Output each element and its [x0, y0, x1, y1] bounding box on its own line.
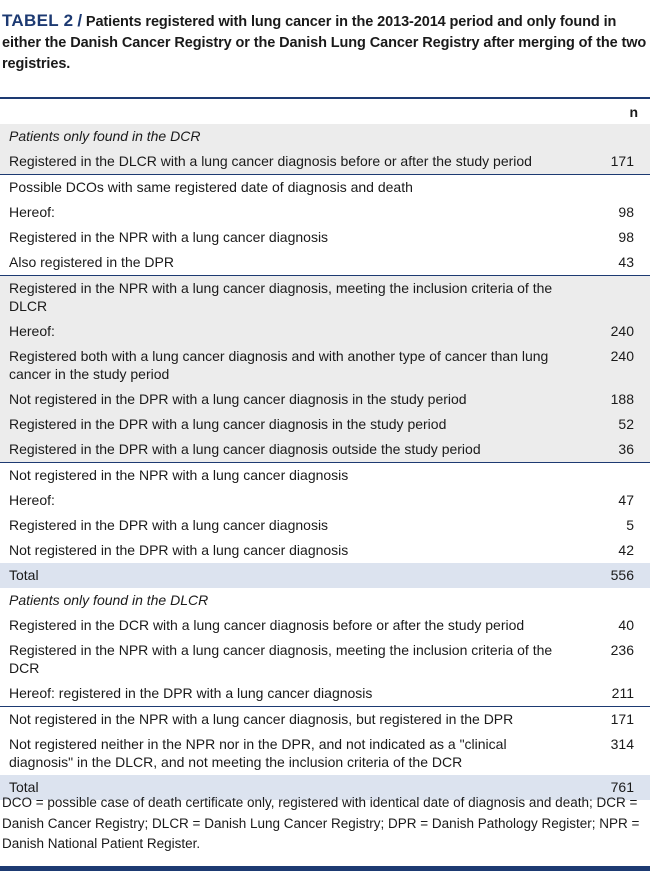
row-value: 42	[618, 542, 634, 558]
table-row	[0, 225, 650, 250]
row-value	[575, 463, 650, 489]
table-row	[0, 344, 650, 387]
table-row	[0, 732, 650, 775]
table-row	[0, 250, 650, 276]
table-body	[0, 124, 650, 800]
table-label: TABEL 2	[2, 11, 74, 30]
table-row	[0, 412, 650, 437]
total-row	[0, 563, 650, 588]
row-label: Patients only found in the DCR	[0, 124, 575, 149]
table-row	[0, 463, 650, 489]
table-row	[0, 638, 650, 681]
row-label: Not registered in the NPR with a lung cancer diagnosis, but registered in the DPR	[0, 707, 575, 733]
row-label: Registered in the NPR with a lung cancer diagnosis	[9, 229, 329, 245]
row-value: 98	[618, 204, 634, 220]
row-label: Registered in the DPR with a lung cancer diagnosis in the study period	[0, 412, 575, 437]
table-caption	[0, 0, 650, 75]
row-label: Total	[0, 563, 575, 588]
row-label: Registered in the DLCR with a lung cancer diagnosis before or after the study period	[0, 149, 575, 175]
row-value: 47	[618, 492, 634, 508]
row-label: Hereof:	[9, 492, 55, 508]
table-row	[0, 200, 650, 225]
row-label: Patients only found in the DLCR	[9, 592, 209, 608]
row-value	[575, 124, 650, 149]
table-row	[0, 513, 650, 538]
row-label: Not registered in the NPR with a lung cancer diagnosis	[0, 463, 575, 489]
row-value: 188	[575, 387, 650, 412]
row-label: Registered in the DCR with a lung cancer diagnosis before or after the study period	[9, 617, 525, 633]
row-value: 171	[575, 707, 650, 733]
row-value: 52	[575, 412, 650, 437]
column-header-n: n	[629, 104, 638, 120]
row-value	[575, 175, 650, 201]
row-value: 240	[575, 344, 650, 387]
table-footnote: DCO = possible case of death certificate only, registered with identical date of diagnosis and death; DCR = Danish Cancer Registry; DLCR = Danish Lung Cancer Registry; DPR = Danish Pathology Register; NPR = Danish National Patient Register.	[2, 795, 640, 851]
row-label: Registered both with a lung cancer diagnosis and with another type of cancer than lung cancer in the study period	[0, 344, 575, 387]
row-value: 40	[618, 617, 634, 633]
table-row	[0, 149, 650, 175]
table-row	[0, 707, 650, 733]
row-value	[575, 588, 650, 613]
table-row	[0, 276, 650, 320]
table-row	[0, 175, 650, 201]
row-value: 761	[575, 775, 650, 800]
row-value	[575, 276, 650, 320]
row-value: 211	[611, 685, 634, 701]
row-label: Hereof: registered in the DPR with a lung cancer diagnosis	[9, 685, 373, 701]
table-row	[0, 588, 650, 613]
row-label: Total	[0, 775, 575, 800]
row-label: Registered in the NPR with a lung cancer diagnosis, meeting the inclusion criteria of the DLCR	[0, 276, 575, 320]
row-value: 556	[575, 563, 650, 588]
row-value: 36	[575, 437, 650, 463]
top-rule	[0, 97, 650, 99]
row-label: Registered in the NPR with a lung cancer diagnosis, meeting the inclusion criteria of the DCR	[9, 642, 553, 676]
bottom-rule	[0, 866, 650, 871]
caption-text: Patients registered with lung cancer in the 2013-2014 period and only found in either the Danish Cancer Registry or the Danish Lung Cancer Registry after merging of the two registries.	[2, 14, 647, 72]
table-row	[0, 437, 650, 463]
row-value: 98	[618, 229, 634, 245]
row-value: 314	[610, 736, 634, 752]
table-row	[0, 387, 650, 412]
row-value: 240	[575, 319, 650, 344]
row-label: Not registered neither in the NPR nor in the DPR, and not indicated as a "clinical diagnosis" in the DLCR, and not meeting the inclusion criteria of the DCR	[9, 736, 507, 770]
table-row	[0, 488, 650, 513]
row-label: Also registered in the DPR	[9, 254, 174, 270]
row-label: Not registered in the DPR with a lung cancer diagnosis in the study period	[0, 387, 575, 412]
row-value: 171	[575, 149, 650, 175]
row-label: Registered in the DPR with a lung cancer diagnosis outside the study period	[0, 437, 575, 463]
table-row	[0, 613, 650, 638]
row-label: Hereof:	[9, 204, 55, 220]
row-label: Registered in the DPR with a lung cancer diagnosis	[9, 517, 329, 533]
row-label: Hereof:	[0, 319, 575, 344]
row-label: Not registered in the DPR with a lung cancer diagnosis	[9, 542, 349, 558]
table-row	[0, 538, 650, 563]
row-label: Possible DCOs with same registered date of diagnosis and death	[0, 175, 575, 201]
row-value: 5	[626, 517, 634, 533]
caption-slash: /	[77, 11, 82, 30]
row-value: 236	[610, 642, 634, 658]
row-value: 43	[618, 254, 634, 270]
table-row	[0, 681, 650, 707]
data-table	[0, 124, 650, 800]
table-row	[0, 124, 650, 149]
table-row	[0, 319, 650, 344]
